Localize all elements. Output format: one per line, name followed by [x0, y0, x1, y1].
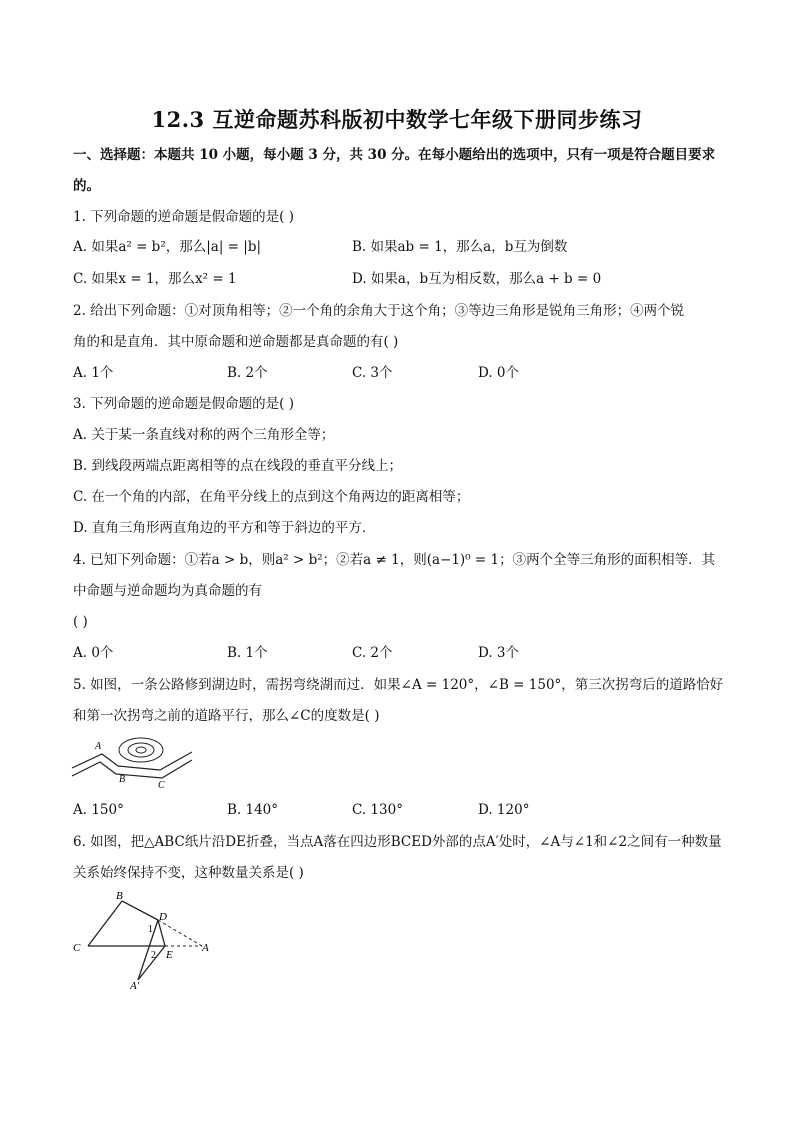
q6-fig-label-d: D [159, 911, 167, 923]
q1-option-d: D. 如果a，b互为相反数，那么a + b = 0 [352, 271, 602, 287]
q4-option-c: C. 2个 [352, 645, 393, 661]
q6-folded-triangle-figure [70, 888, 215, 990]
q4-option-d: D. 3个 [478, 645, 520, 661]
q1-option-b: B. 如果ab = 1，那么a，b互为倒数 [352, 239, 568, 255]
q3-option-b: B. 到线段两端点距离相等的点在线段的垂直平分线上； [73, 458, 403, 474]
q4-option-b: B. 1个 [227, 645, 268, 661]
q2-stem-line1: 2. 给出下列命题：①对顶角相等；②一个角的余角大于这个角；③等边三角形是锐角三角形；④两个锐 [73, 303, 685, 319]
road-lines [72, 752, 192, 778]
q6-fig-label-b: B [116, 890, 123, 902]
q6-fig-label-a-prime: A′ [130, 980, 140, 990]
lake-icon [119, 738, 163, 762]
q6-stem-line1: 6. 如图，把△ABC纸片沿DE折叠，当点A落在四边形BCED外部的点A′处时，∠A与∠1和∠2之间有一种数量 [73, 834, 722, 850]
q6-fig-label-1: 1 [148, 924, 153, 935]
q3-stem: 3. 下列命题的逆命题是假命题的是( ) [73, 396, 294, 412]
q4-option-a: A. 0个 [73, 645, 114, 661]
segment-bd [122, 901, 158, 920]
q4-stem-line2: 中命题与逆命题均为真命题的有 [73, 583, 262, 599]
q6-fig-label-c: C [73, 942, 81, 954]
q5-fig-label-c: C [158, 780, 165, 790]
q2-stem-line2: 角的和是直角．其中原命题和逆命题都是真命题的有( ) [73, 334, 399, 350]
q2-option-c: C. 3个 [352, 365, 393, 381]
q4-stem-line3: ( ) [73, 614, 88, 630]
q5-option-c: C. 130° [352, 802, 403, 818]
q1-stem: 1. 下列命题的逆命题是假命题的是( ) [73, 209, 294, 225]
section-instructions-line1: 一、选择题：本题共 10 小题，每小题 3 分，共 30 分。在每小题给出的选项中，只有一项是符合题目要求 [73, 147, 716, 163]
q3-option-a: A. 关于某一条直线对称的两个三角形全等； [73, 427, 335, 443]
q1-option-a: A. 如果a² = b²，那么|a| = |b| [73, 239, 262, 255]
q2-option-a: A. 1个 [73, 365, 114, 381]
q3-option-c: C. 在一个角的内部，在角平分线上的点到这个角两边的距离相等； [73, 489, 470, 505]
q6-stem-line2: 关系始终保持不变，这种数量关系是( ) [73, 865, 304, 881]
q4-stem-line1: 4. 已知下列命题：①若a > b，则a² > b²；②若a ≠ 1，则(a−1)⁰ = 1；③两个全等三角形的面积相等．其 [73, 552, 716, 568]
q5-fig-label-b: B [119, 774, 126, 785]
q5-fig-label-a: A [95, 741, 102, 752]
q2-option-b: B. 2个 [227, 365, 268, 381]
q5-option-d: D. 120° [478, 802, 530, 818]
segment-cb [88, 901, 122, 946]
section-instructions-line2: 的。 [73, 178, 100, 194]
q3-option-d: D. 直角三角形两直角边的平方和等于斜边的平方． [73, 520, 376, 536]
q5-road-lake-figure [70, 732, 195, 790]
q2-option-d: D. 0个 [478, 365, 520, 381]
q1-option-c: C. 如果x = 1，那么x² = 1 [73, 271, 237, 287]
q5-option-a: A. 150° [73, 802, 124, 818]
q6-fig-label-2: 2 [151, 950, 156, 961]
page-title: 12.3 互逆命题苏科版初中数学七年级下册同步练习 [151, 107, 643, 132]
q5-stem-line2: 和第一次拐弯之前的道路平行，那么∠C的度数是( ) [73, 708, 380, 724]
q6-fig-label-e: E [166, 949, 173, 961]
q5-option-b: B. 140° [227, 802, 279, 818]
q6-fig-label-a: A [202, 942, 209, 954]
q5-stem-line1: 5. 如图，一条公路修到湖边时，需拐弯绕湖而过．如果∠A = 120°，∠B = 150°，第三次拐弯后的道路恰好 [73, 677, 724, 693]
